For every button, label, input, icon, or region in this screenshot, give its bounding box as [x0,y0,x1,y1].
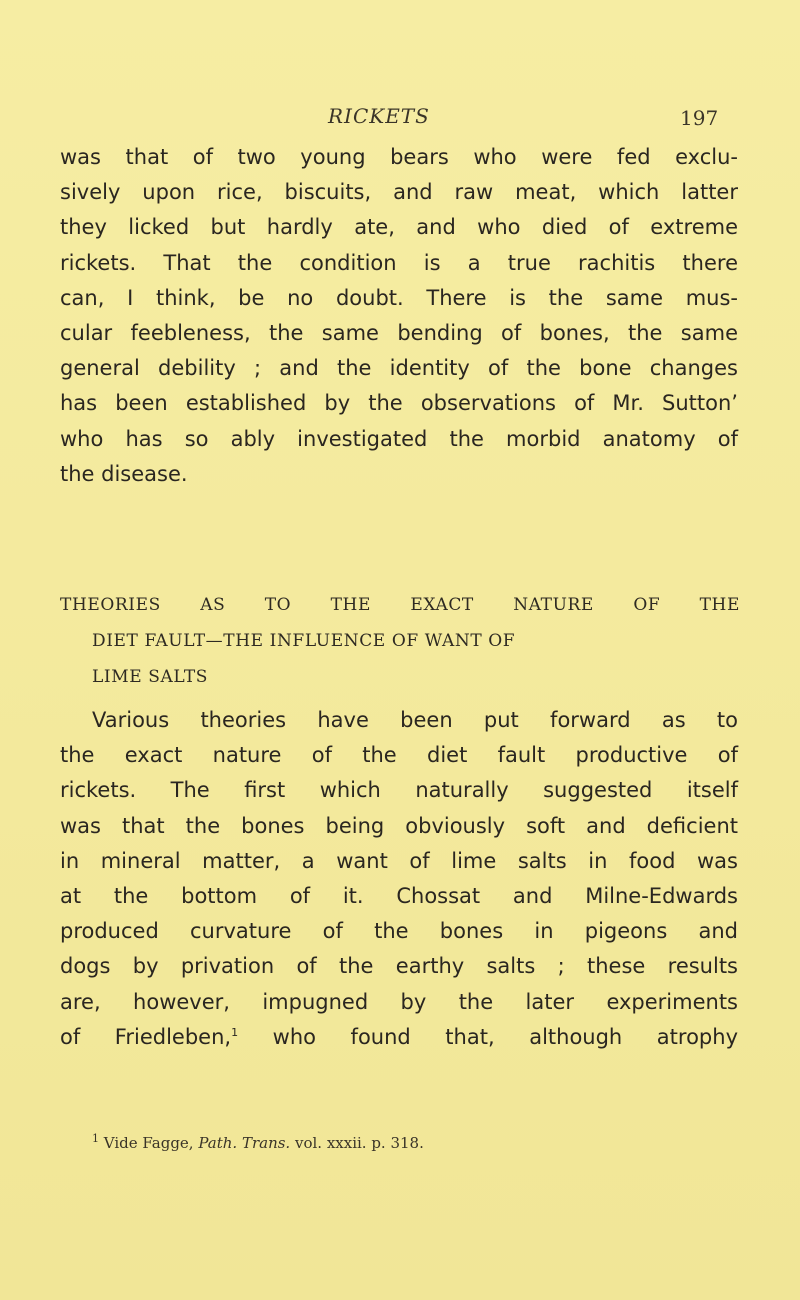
text-line: can, I think, be no doubt. There is the same mus- [60,285,738,310]
text-line: sively upon rice, biscuits, and raw meat, which latter [60,180,738,205]
footnote-reference: 1 [231,1025,239,1039]
text-line: the disease. [60,461,188,486]
text-line: cular feebleness, the same bending of bones, the same [60,320,738,345]
text-line: they licked but hardly ate, and who died of extreme [60,215,738,240]
text-line: produced curvature of the bones in pigeons and [60,919,738,944]
footnote [92,1134,732,1152]
text-line: was that of two young bears who were fed exclu- [60,145,738,169]
text-line: at the bottom of it. Chossat and Milne-Edwards [60,883,738,908]
text-line: rickets. The first which naturally suggested itself [60,778,738,803]
text-line: are, however, impugned by the later experiments [60,989,738,1014]
footnote-prefix: Vide Fagge, [103,1134,194,1152]
running-head [0,104,800,136]
text-line: has been established by the observations of Mr. Sutton’ [60,391,738,416]
text-line: rickets. That the condition is a true rachitis there [60,250,738,275]
paragraph-1 [60,140,738,492]
section-heading [60,587,740,695]
footnote-suffix: vol. xxxii. p. 318. [294,1134,424,1152]
heading-line: LIME SALTS [92,667,209,687]
paragraph-2 [60,703,738,1055]
heading-line: DIET FAULT—THE INFLUENCE OF WANT OF [92,631,516,651]
heading-line: THEORIES AS TO THE EXACT NATURE OF THE [60,595,740,615]
text-line [60,1020,738,1055]
text-line: Various theories have been put forward as to [92,708,738,732]
text-line: was that the bones being obviously soft and deficient [60,813,738,838]
footnote-marker: 1 [92,1132,99,1145]
footnote-journal: Path. Trans. [198,1134,291,1152]
text-line: the exact nature of the diet fault productive of [60,743,738,768]
line-tail: who found that, although atrophy [272,1024,738,1049]
text-line: dogs by privation of the earthy salts ; these results [60,954,738,979]
running-title: RICKETS [328,104,430,128]
text-line: general debility ; and the identity of the bone changes [60,356,738,381]
line-start: of Friedleben, [60,1024,232,1049]
page-number: 197 [680,106,719,130]
text-line: who has so ably investigated the morbid anatomy of [60,426,738,451]
text-line: in mineral matter, a want of lime salts in food was [60,848,738,873]
